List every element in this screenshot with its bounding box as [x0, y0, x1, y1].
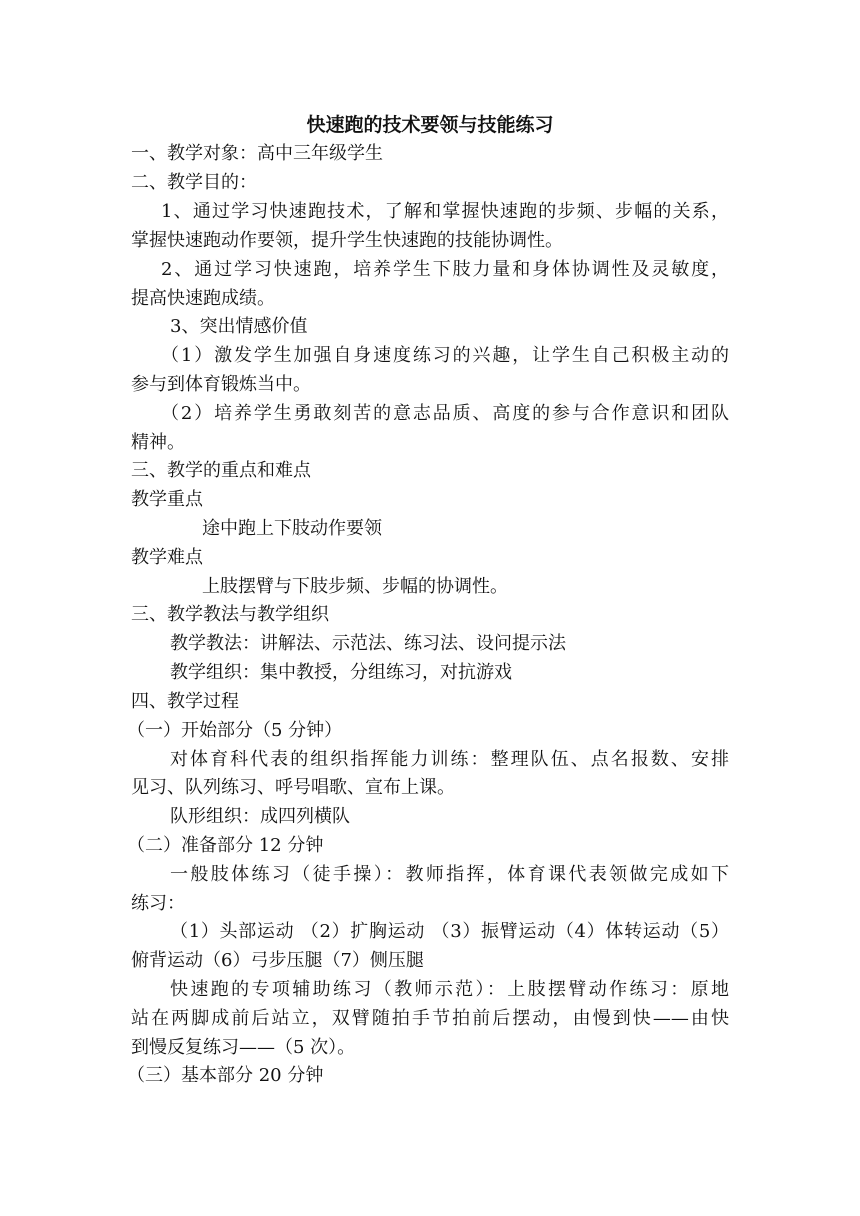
- paragraph-line: 精神。: [131, 432, 185, 453]
- paragraph-line: 快速跑的专项辅助练习（教师示范）：上肢摆臂动作练习：原地: [170, 979, 729, 1000]
- paragraph-line: 2、通过学习快速跑，培养学生下肢力量和身体协调性及灵敏度，: [161, 259, 729, 280]
- paragraph-line: 队形组织：成四列横队: [170, 806, 350, 827]
- paragraph-line: 3、突出情感价值: [170, 316, 308, 337]
- subheading: （三）基本部分 20 分钟: [127, 1065, 324, 1086]
- paragraph-line: （1）激发学生加强自身速度练习的兴趣，让学生自己积极主动的: [161, 345, 729, 366]
- paragraph-line: 站在两脚成前后站立，双臂随拍手节拍前后摆动，由慢到快——由快: [131, 1008, 729, 1029]
- paragraph-line: 到慢反复练习——（5 次）。: [131, 1037, 356, 1058]
- paragraph-line: 教学组织：集中教授，分组练习，对抗游戏: [170, 662, 512, 683]
- paragraph-line: 提高快速跑成绩。: [131, 288, 275, 309]
- paragraph-line: 途中跑上下肢动作要领: [202, 518, 382, 539]
- section-heading: 二、教学目的：: [131, 172, 257, 193]
- paragraph-line: 对体育科代表的组织指挥能力训练：整理队伍、点名报数、安排: [170, 749, 729, 770]
- paragraph-line: 教学教法：讲解法、示范法、练习法、设问提示法: [170, 633, 566, 654]
- section-heading: 三、教学教法与教学组织: [131, 604, 329, 625]
- paragraph-line: 一般肢体练习（徒手操）：教师指挥，体育课代表领做完成如下: [170, 864, 729, 885]
- paragraph-line: 练习：: [131, 893, 185, 914]
- paragraph-line: 见习、队列练习、呼号唱歌、宣布上课。: [131, 777, 455, 798]
- paragraph-line: （2）培养学生勇敢刻苦的意志品质、高度的参与合作意识和团队: [161, 403, 729, 424]
- subheading: （一）开始部分（5 分钟）: [127, 720, 343, 741]
- document-title: 快速跑的技术要领与技能练习: [306, 114, 554, 136]
- paragraph-line: （1）头部运动 （2）扩胸运动 （3）振臂运动（4）体转运动（5）: [170, 921, 729, 942]
- paragraph-line: 1、通过学习快速跑技术，了解和掌握快速跑的步频、步幅的关系，: [161, 201, 729, 222]
- paragraph-line: 上肢摆臂与下肢步频、步幅的协调性。: [202, 576, 508, 597]
- paragraph-line: 俯背运动（6）弓步压腿（7）侧压腿: [131, 950, 424, 971]
- subheading: 教学重点: [131, 489, 203, 510]
- paragraph-line: 参与到体育锻炼当中。: [131, 374, 311, 395]
- subheading: （二）准备部分 12 分钟: [127, 835, 324, 856]
- section-heading: 四、教学过程: [131, 691, 239, 712]
- subheading: 教学难点: [131, 547, 203, 568]
- section-heading: 一、教学对象：高中三年级学生: [131, 143, 383, 164]
- paragraph-line: 掌握快速跑动作要领，提升学生快速跑的技能协调性。: [131, 230, 563, 251]
- section-heading: 三、教学的重点和难点: [131, 460, 311, 481]
